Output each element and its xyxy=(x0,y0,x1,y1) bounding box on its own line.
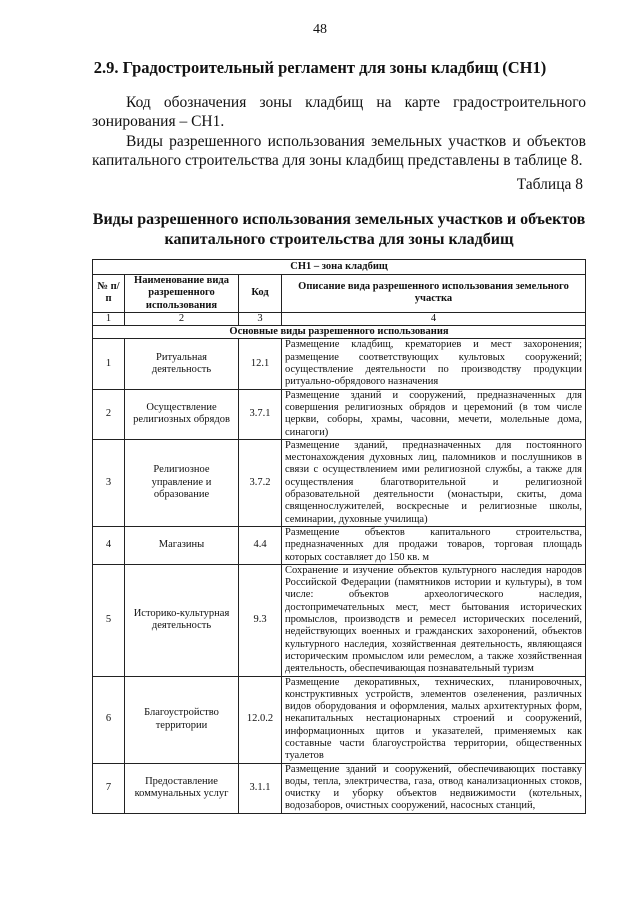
page-number: 48 xyxy=(313,22,327,37)
row-name: Осуществление религиозных обрядов xyxy=(125,389,239,439)
column-header-code: Код xyxy=(239,275,282,313)
row-code: 12.1 xyxy=(239,339,282,389)
row-description: Размещение зданий, предназначенных для постоянного местонахождения духовных лиц, паломников и послушников в связи с осуществлением ими религиозной службы, а также для осуществления благотворительной и религиозной образовательной деятельности (монастыри, скиты, дома священнослужителей, воскресные и религиозные школы, семинарии, духовные училища) xyxy=(282,439,586,526)
row-description: Размещение объектов капитального строительства, предназначенных для продажи товаров, торговая площадь которых составляет до 150 кв. м xyxy=(282,526,586,564)
column-header-description: Описание вида разрешенного использования земельного участка xyxy=(282,275,586,313)
row-code: 3.7.2 xyxy=(239,439,282,526)
row-number: 6 xyxy=(93,676,125,763)
row-number: 7 xyxy=(93,763,125,813)
column-index: 2 xyxy=(125,312,239,325)
row-description: Размещение зданий и сооружений, обеспечивающих поставку воды, тепла, электричества, газа, отвод канализационных стоков, очистку и уборку объектов недвижимости (котельных, водозаборов, очистных сооружений, насосных станций, xyxy=(282,763,586,813)
zone-header: СН1 – зона кладбищ xyxy=(93,260,586,275)
table-row xyxy=(93,339,586,389)
column-index: 4 xyxy=(282,312,586,325)
table-row xyxy=(93,389,586,439)
row-number: 1 xyxy=(93,339,125,389)
table-row xyxy=(93,526,586,564)
row-description: Размещение декоративных, технических, планировочных, конструктивных устройств, элементов озеленения, различных видов оборудования и оформления, малых архитектурных форм, некапитальных нестационарных строений и сооружений, информационных щитов и указателей, применяемых как составные части благоустройства территории, общественных туалетов xyxy=(282,676,586,763)
table-row xyxy=(93,763,586,813)
land-use-table xyxy=(92,259,586,814)
row-name: Благоустройство территории xyxy=(125,676,239,763)
table-row xyxy=(93,564,586,676)
row-description: Размещение кладбищ, крематориев и мест захоронения; размещение соответствующих культовых сооружений; осуществление деятельности по производству продукции ритуально-обрядового назначения xyxy=(282,339,586,389)
row-name: Магазины xyxy=(125,526,239,564)
row-code: 9.3 xyxy=(239,564,282,676)
section-row: Основные виды разрешенного использования xyxy=(93,326,586,339)
row-name: Предоставление коммунальных услуг xyxy=(125,763,239,813)
row-number: 5 xyxy=(93,564,125,676)
row-name: Историко-культурная деятельность xyxy=(125,564,239,676)
row-code: 12.0.2 xyxy=(239,676,282,763)
row-number: 3 xyxy=(93,439,125,526)
section-heading: 2.9. Градостроительный регламент для зоны кладбищ (СН1) xyxy=(93,58,547,77)
row-description: Сохранение и изучение объектов культурного наследия народов Российской Федерации (памятников истории и культуры), в том числе: объектов археологического наследия, достопримечательных мест, мест бытования исторических промыслов, производств и ремесел исторических поселений, недействующих военных и гражданских захоронений, объектов культурного наследия, хозяйственная деятельность, являющаяся историческим промыслом или ремеслом, а также хозяйственная деятельность, обеспечивающая познавательный туризм xyxy=(282,564,586,676)
table-label: Таблица 8 xyxy=(516,176,583,193)
row-description: Размещение зданий и сооружений, предназначенных для совершения религиозных обрядов и церемоний (в том числе церкви, соборы, храмы, часовни, мечети, молельные дома, синагоги) xyxy=(282,389,586,439)
row-number: 4 xyxy=(93,526,125,564)
column-index: 3 xyxy=(239,312,282,325)
column-header-name: Наименование вида разрешенного использования xyxy=(125,275,239,313)
row-code: 4.4 xyxy=(239,526,282,564)
table-row xyxy=(93,676,586,763)
table-row xyxy=(93,439,586,526)
column-index: 1 xyxy=(93,312,125,325)
row-number: 2 xyxy=(93,389,125,439)
paragraph-zone-code: Код обозначения зоны кладбищ на карте градостроительного зонирования – СН1. xyxy=(92,94,586,130)
paragraph-table-intro: Виды разрешенного использования земельных участков и объектов капитального строительства для зоны кладбищ представлены в таблице 8. xyxy=(92,133,586,169)
row-code: 3.7.1 xyxy=(239,389,282,439)
column-header-number: № п/п xyxy=(93,275,125,313)
row-name: Ритуальная деятельность xyxy=(125,339,239,389)
table-title: Виды разрешенного использования земельных участков и объектов капитального строительства для зоны кладбищ xyxy=(92,211,586,248)
row-name: Религиозное управление и образование xyxy=(125,439,239,526)
row-code: 3.1.1 xyxy=(239,763,282,813)
